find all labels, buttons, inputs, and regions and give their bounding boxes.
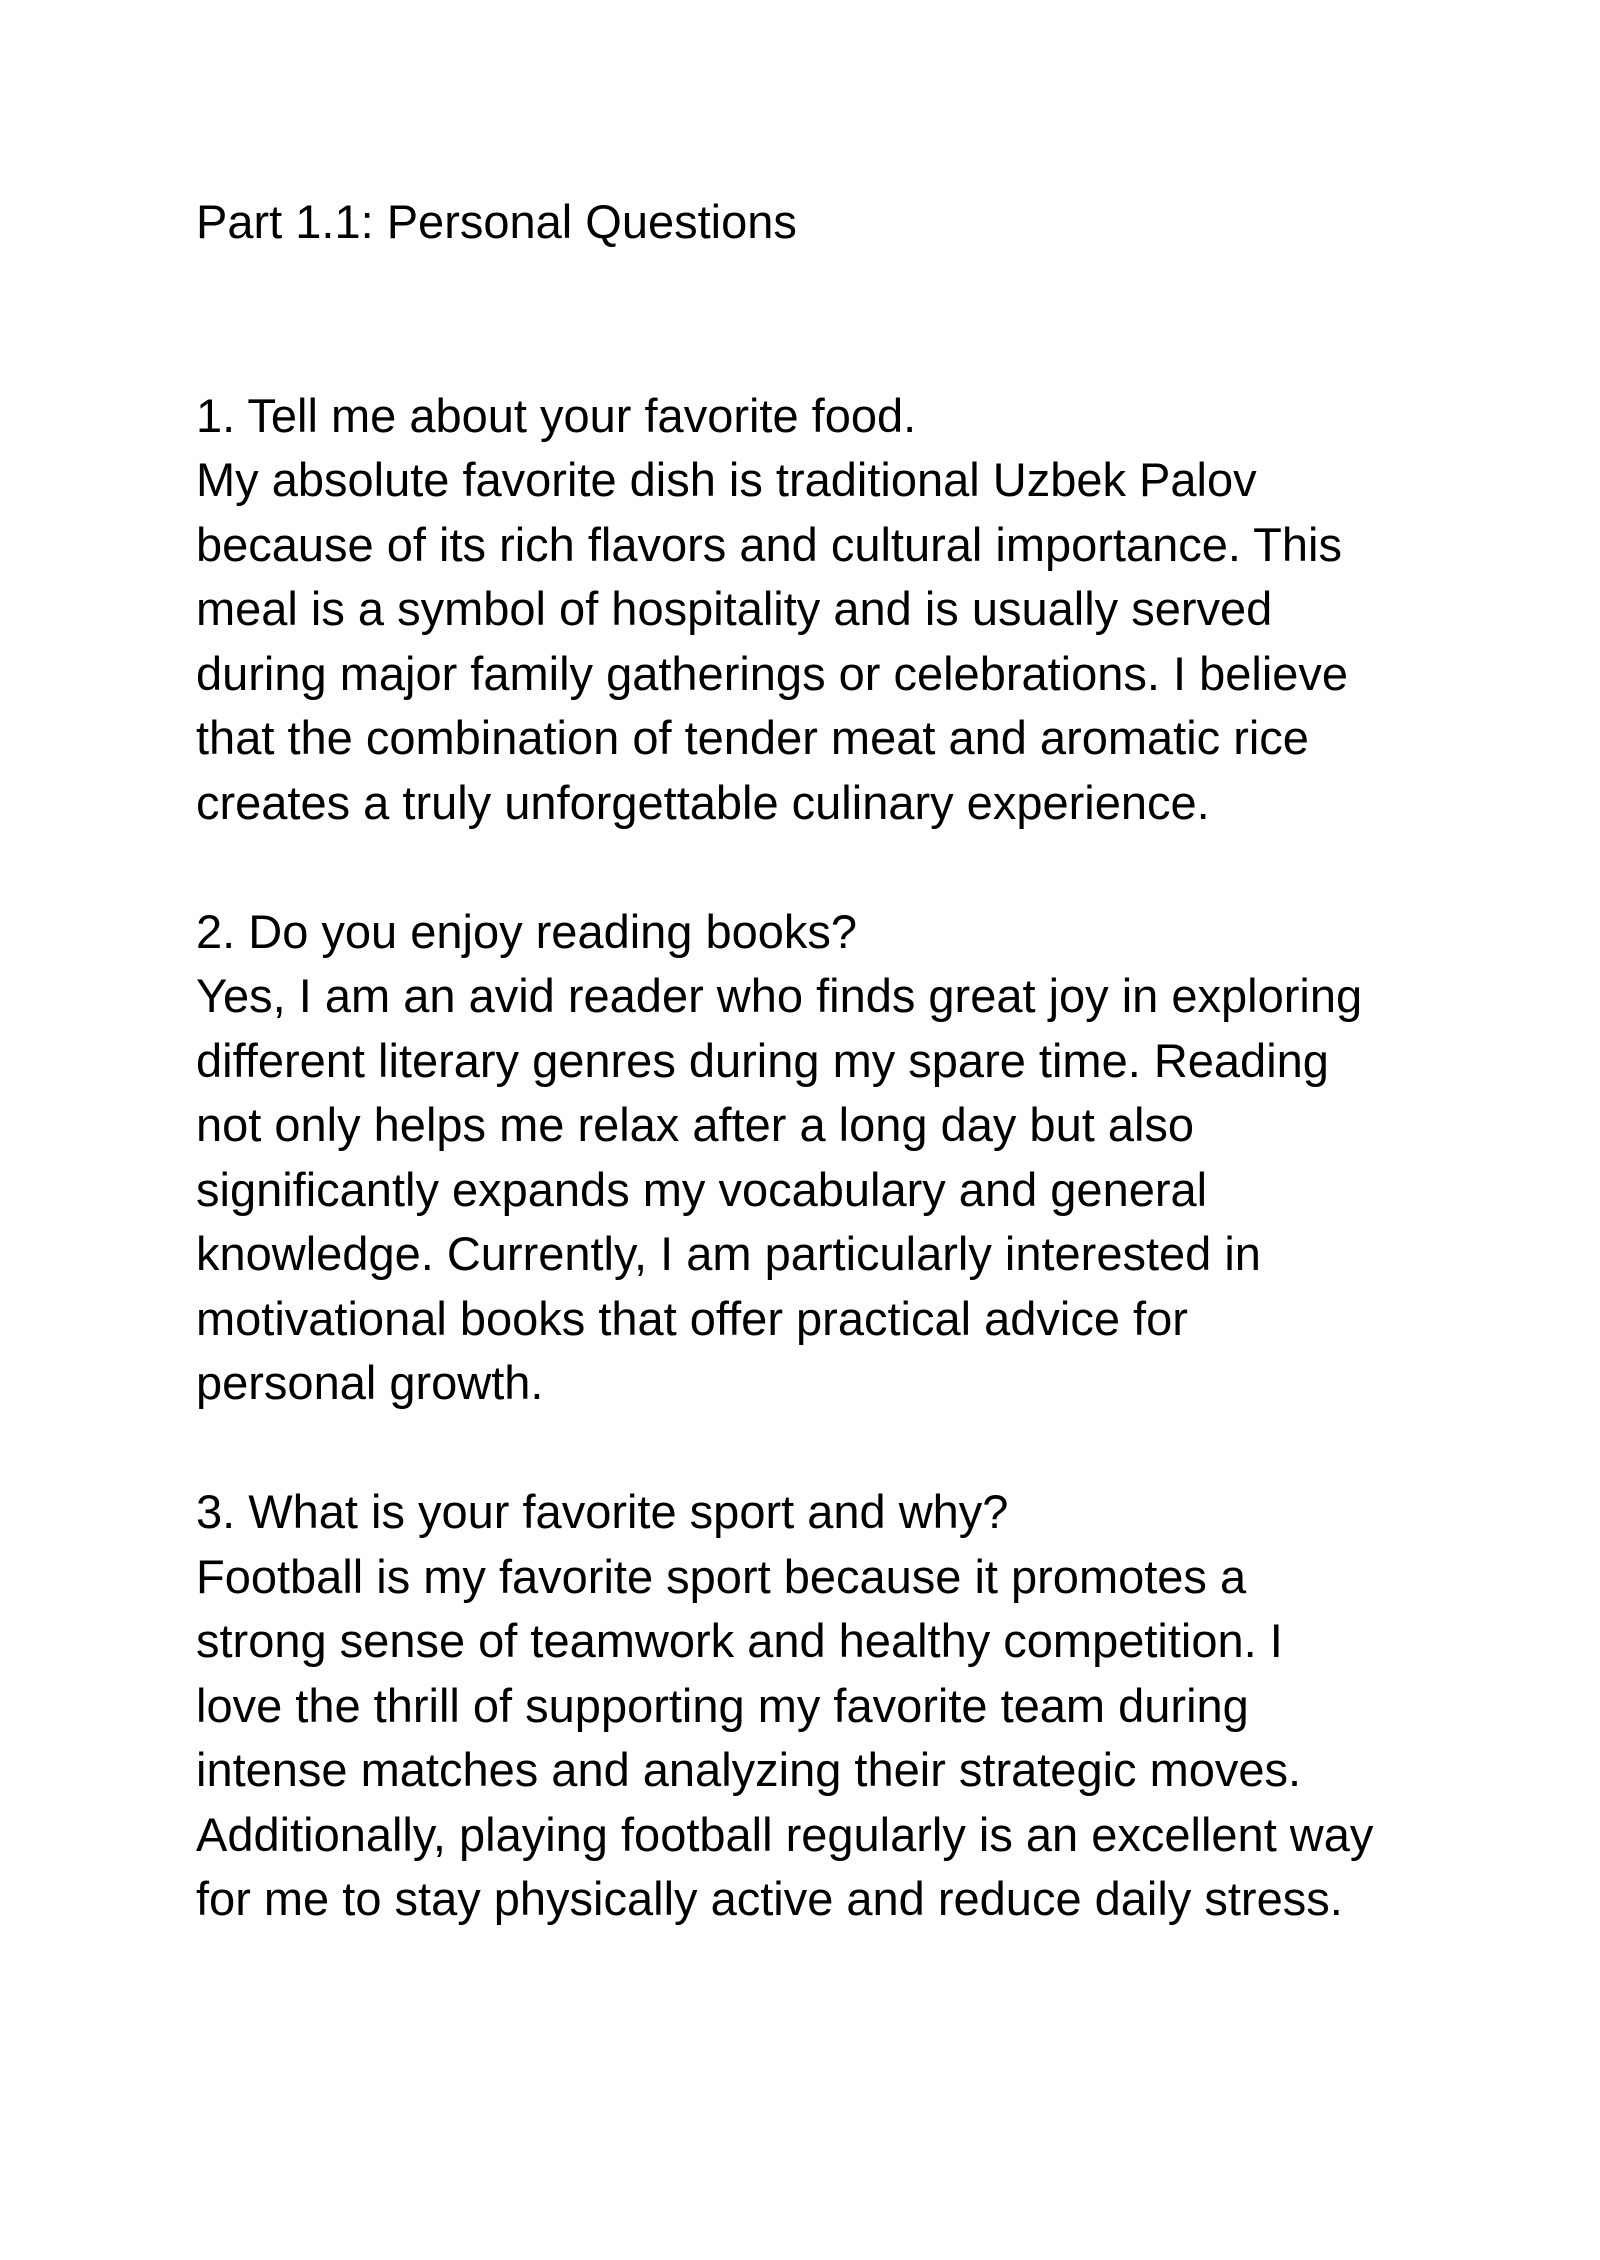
answer-line: significantly expands my vocabulary and general bbox=[196, 1162, 1208, 1216]
answer-line: personal growth. bbox=[196, 1356, 544, 1409]
answer-line: motivational books that offer practical advice for bbox=[196, 1291, 1188, 1345]
question-reading: 2. Do you enjoy reading books? bbox=[196, 904, 858, 958]
answer-line: intense matches and analyzing their strategic moves. bbox=[196, 1743, 1302, 1796]
qa-section-food bbox=[196, 384, 1436, 836]
qa-section-reading bbox=[196, 900, 1436, 1416]
answer-line: for me to stay physically active and reduce daily stress. bbox=[196, 1872, 1343, 1925]
qa-section-sport bbox=[196, 1480, 1436, 1932]
answer-line: Yes, I am an avid reader who finds great joy in exploring bbox=[196, 969, 1363, 1022]
answer-line: meal is a symbol of hospitality and is usually served bbox=[196, 582, 1273, 635]
document-content bbox=[196, 190, 1436, 1996]
answer-line: because of its rich flavors and cultural importance. This bbox=[196, 517, 1342, 571]
answer-line: Additionally, playing football regularly is an excellent way bbox=[196, 1807, 1374, 1861]
question-food: 1. Tell me about your favorite food. bbox=[196, 388, 917, 442]
answer-line: Football is my favorite sport because it promotes a bbox=[196, 1549, 1247, 1603]
answer-line: during major family gatherings or celebrations. I believe bbox=[196, 646, 1349, 700]
answer-line: love the thrill of supporting my favorite team during bbox=[196, 1678, 1249, 1732]
answer-line: different literary genres during my spare time. Reading bbox=[196, 1033, 1329, 1087]
document-heading: Part 1.1: Personal Questions bbox=[196, 195, 797, 248]
answer-line: not only helps me relax after a long day but also bbox=[196, 1098, 1195, 1151]
answer-line: strong sense of teamwork and healthy competition. I bbox=[196, 1614, 1283, 1667]
answer-line: creates a truly unforgettable culinary experience. bbox=[196, 775, 1210, 829]
answer-line: that the combination of tender meat and aromatic rice bbox=[196, 711, 1309, 764]
answer-line: knowledge. Currently, I am particularly interested in bbox=[196, 1227, 1261, 1280]
answer-line: My absolute favorite dish is traditional Uzbek Palov bbox=[196, 453, 1257, 506]
question-sport: 3. What is your favorite sport and why? bbox=[196, 1485, 1009, 1538]
